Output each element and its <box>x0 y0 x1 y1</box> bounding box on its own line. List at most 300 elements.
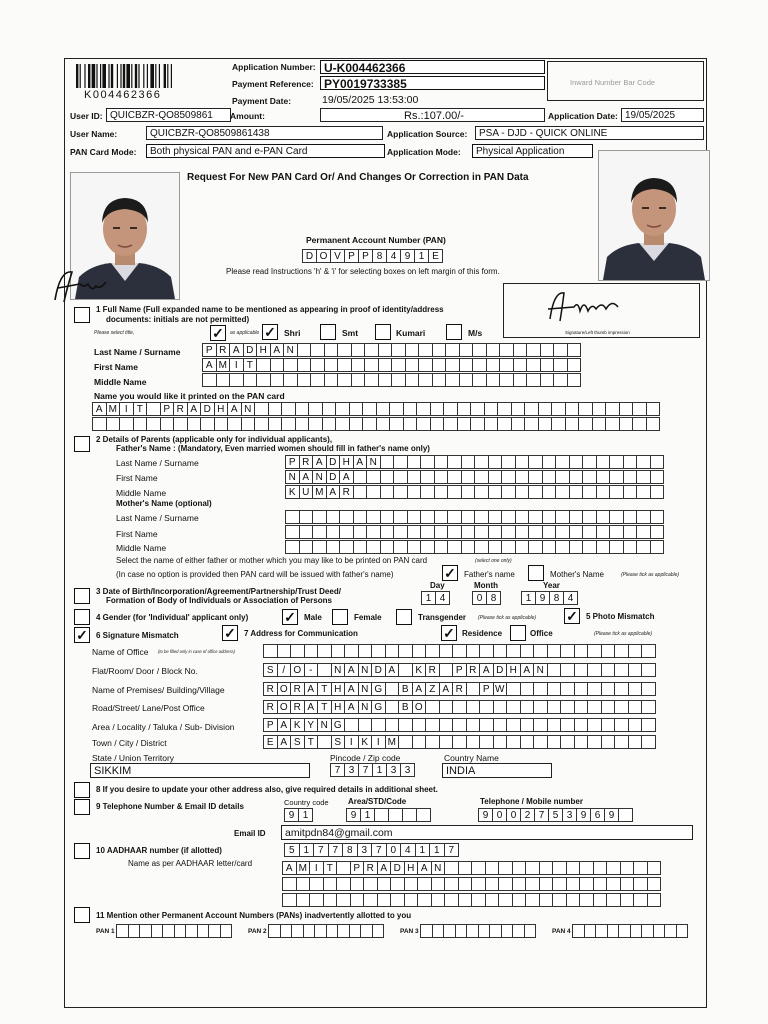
char-cell[interactable] <box>398 735 413 749</box>
char-cell[interactable]: N <box>331 663 346 677</box>
char-cell[interactable] <box>551 417 566 431</box>
char-cell[interactable]: 1 <box>521 591 536 605</box>
char-cell[interactable] <box>434 455 449 469</box>
char-cell[interactable] <box>520 644 535 658</box>
char-cell[interactable] <box>601 700 616 714</box>
char-cell[interactable]: 3 <box>562 808 577 822</box>
section4-checkbox[interactable] <box>74 609 90 625</box>
char-cell[interactable]: N <box>533 663 548 677</box>
char-cell[interactable] <box>431 893 446 907</box>
char-cell[interactable]: H <box>256 343 271 357</box>
char-cell[interactable] <box>587 644 602 658</box>
char-cell[interactable]: 7 <box>328 843 344 857</box>
char-cell[interactable] <box>641 735 656 749</box>
char-cell[interactable] <box>366 470 381 484</box>
char-cell[interactable] <box>309 893 324 907</box>
char-cell[interactable] <box>623 470 638 484</box>
char-cell[interactable] <box>418 343 433 357</box>
char-cell[interactable] <box>420 455 435 469</box>
char-cell[interactable] <box>376 402 391 416</box>
char-cell[interactable] <box>609 510 624 524</box>
char-cell[interactable] <box>528 470 543 484</box>
char-cell[interactable]: H <box>331 682 346 696</box>
char-cell[interactable] <box>385 682 400 696</box>
char-cell[interactable] <box>439 735 454 749</box>
char-cell[interactable] <box>605 402 620 416</box>
char-cell[interactable]: 7 <box>358 763 373 777</box>
char-cell[interactable]: M <box>296 861 311 875</box>
char-cell[interactable] <box>310 343 325 357</box>
char-cell[interactable]: 0 <box>472 591 487 605</box>
char-cell[interactable]: K <box>358 735 373 749</box>
char-cell[interactable] <box>582 470 597 484</box>
char-cell[interactable] <box>582 540 597 554</box>
char-cell[interactable]: A <box>304 700 319 714</box>
title-checkbox-applicable[interactable]: ✓ <box>210 325 226 341</box>
char-cell[interactable] <box>322 417 337 431</box>
char-cell[interactable] <box>106 417 121 431</box>
char-cell[interactable] <box>493 735 508 749</box>
char-cell[interactable] <box>281 402 296 416</box>
char-cell[interactable] <box>391 358 406 372</box>
char-cell[interactable] <box>404 893 419 907</box>
char-cell[interactable] <box>479 644 494 658</box>
char-cell[interactable] <box>614 682 629 696</box>
char-cell[interactable] <box>567 343 582 357</box>
char-cell[interactable]: N <box>431 861 446 875</box>
char-cell[interactable]: T <box>323 861 338 875</box>
char-cell[interactable] <box>547 663 562 677</box>
char-cell[interactable] <box>628 718 643 732</box>
char-cell[interactable]: N <box>358 663 373 677</box>
char-cell[interactable] <box>216 373 231 387</box>
char-cell[interactable] <box>569 540 584 554</box>
char-cell[interactable]: 4 <box>400 843 416 857</box>
char-cell[interactable]: 8 <box>486 591 501 605</box>
char-cell[interactable] <box>538 417 553 431</box>
char-cell[interactable] <box>582 525 597 539</box>
char-cell[interactable] <box>285 510 300 524</box>
char-cell[interactable]: A <box>344 700 359 714</box>
char-cell[interactable] <box>416 808 431 822</box>
char-cell[interactable] <box>405 343 420 357</box>
char-cell[interactable]: B <box>398 700 413 714</box>
char-cell[interactable] <box>566 861 581 875</box>
char-cell[interactable] <box>133 417 148 431</box>
char-cell[interactable] <box>614 644 629 658</box>
char-cell[interactable] <box>353 485 368 499</box>
char-cell[interactable]: 8 <box>372 249 387 263</box>
char-cell[interactable] <box>393 485 408 499</box>
char-cell[interactable]: 9 <box>284 808 299 822</box>
char-cell[interactable] <box>432 358 447 372</box>
char-cell[interactable]: D <box>326 470 341 484</box>
char-cell[interactable] <box>552 877 567 891</box>
char-cell[interactable] <box>552 893 567 907</box>
char-cell[interactable] <box>337 343 352 357</box>
char-cell[interactable] <box>636 470 651 484</box>
char-cell[interactable]: - <box>304 663 319 677</box>
char-cell[interactable]: P <box>202 343 217 357</box>
char-cell[interactable]: 9 <box>400 249 415 263</box>
char-cell[interactable] <box>520 718 535 732</box>
char-cell[interactable] <box>295 417 310 431</box>
char-cell[interactable] <box>317 663 332 677</box>
char-cell[interactable]: H <box>331 700 346 714</box>
char-cell[interactable] <box>146 417 161 431</box>
char-cell[interactable] <box>609 525 624 539</box>
char-cell[interactable]: 3 <box>400 763 415 777</box>
char-cell[interactable] <box>407 455 422 469</box>
char-cell[interactable] <box>457 402 472 416</box>
char-cell[interactable] <box>466 682 481 696</box>
char-cell[interactable] <box>418 373 433 387</box>
char-cell[interactable]: A <box>412 682 427 696</box>
char-cell[interactable] <box>323 877 338 891</box>
char-cell[interactable] <box>474 540 489 554</box>
char-cell[interactable] <box>398 644 413 658</box>
char-cell[interactable] <box>443 417 458 431</box>
char-cell[interactable] <box>488 525 503 539</box>
char-cell[interactable]: A <box>299 470 314 484</box>
char-cell[interactable]: R <box>466 663 481 677</box>
char-cell[interactable] <box>389 417 404 431</box>
char-cell[interactable] <box>353 540 368 554</box>
char-cell[interactable] <box>420 485 435 499</box>
char-cell[interactable]: B <box>398 682 413 696</box>
char-cell[interactable] <box>593 861 608 875</box>
char-cell[interactable] <box>92 417 107 431</box>
char-cell[interactable]: 9 <box>478 808 493 822</box>
char-cell[interactable]: P <box>358 249 373 263</box>
char-cell[interactable] <box>618 808 633 822</box>
char-cell[interactable] <box>641 644 656 658</box>
char-cell[interactable] <box>528 455 543 469</box>
char-cell[interactable] <box>466 644 481 658</box>
char-cell[interactable] <box>542 525 557 539</box>
char-cell[interactable] <box>566 877 581 891</box>
char-cell[interactable] <box>628 735 643 749</box>
char-cell[interactable] <box>542 510 557 524</box>
char-cell[interactable] <box>619 402 634 416</box>
char-cell[interactable] <box>434 470 449 484</box>
char-cell[interactable] <box>461 485 476 499</box>
char-cell[interactable]: T <box>304 735 319 749</box>
char-cell[interactable]: P <box>263 718 278 732</box>
char-cell[interactable] <box>299 510 314 524</box>
char-cell[interactable] <box>471 877 486 891</box>
char-cell[interactable] <box>499 358 514 372</box>
char-cell[interactable]: T <box>317 682 332 696</box>
char-cell[interactable] <box>636 455 651 469</box>
char-cell[interactable]: A <box>270 343 285 357</box>
char-cell[interactable] <box>623 525 638 539</box>
char-cell[interactable]: 0 <box>386 843 402 857</box>
char-cell[interactable] <box>474 485 489 499</box>
char-cell[interactable] <box>393 525 408 539</box>
char-cell[interactable] <box>380 485 395 499</box>
title-checkbox-kumari[interactable] <box>375 324 391 340</box>
char-cell[interactable] <box>587 718 602 732</box>
transgender-checkbox[interactable] <box>396 609 412 625</box>
char-cell[interactable] <box>506 735 521 749</box>
char-cell[interactable] <box>119 417 134 431</box>
char-cell[interactable] <box>486 358 501 372</box>
char-cell[interactable] <box>416 402 431 416</box>
char-cell[interactable] <box>542 485 557 499</box>
char-cell[interactable] <box>533 735 548 749</box>
signature-mismatch-checkbox[interactable]: ✓ <box>74 627 90 643</box>
char-cell[interactable] <box>641 718 656 732</box>
char-cell[interactable] <box>366 510 381 524</box>
char-cell[interactable]: 4 <box>386 249 401 263</box>
char-cell[interactable]: 1 <box>421 591 436 605</box>
char-cell[interactable] <box>567 373 582 387</box>
char-cell[interactable]: P <box>452 663 467 677</box>
char-cell[interactable]: 9 <box>576 808 591 822</box>
char-cell[interactable] <box>358 644 373 658</box>
char-cell[interactable] <box>336 893 351 907</box>
char-cell[interactable] <box>650 470 665 484</box>
char-cell[interactable] <box>146 402 161 416</box>
char-cell[interactable]: O <box>290 663 305 677</box>
char-cell[interactable]: K <box>285 485 300 499</box>
char-cell[interactable]: 8 <box>342 843 358 857</box>
char-cell[interactable] <box>351 343 366 357</box>
char-cell[interactable] <box>542 540 557 554</box>
char-cell[interactable] <box>506 718 521 732</box>
char-cell[interactable] <box>493 700 508 714</box>
char-cell[interactable] <box>432 373 447 387</box>
char-cell[interactable] <box>380 510 395 524</box>
char-cell[interactable] <box>349 417 364 431</box>
char-cell[interactable] <box>620 861 635 875</box>
char-cell[interactable] <box>574 682 589 696</box>
char-cell[interactable] <box>566 893 581 907</box>
char-cell[interactable]: A <box>312 455 327 469</box>
char-cell[interactable] <box>650 540 665 554</box>
char-cell[interactable] <box>202 373 217 387</box>
char-cell[interactable] <box>526 358 541 372</box>
char-cell[interactable] <box>623 485 638 499</box>
char-cell[interactable] <box>326 525 341 539</box>
char-cell[interactable] <box>353 470 368 484</box>
char-cell[interactable]: R <box>290 700 305 714</box>
char-cell[interactable]: I <box>119 402 134 416</box>
char-cell[interactable] <box>499 343 514 357</box>
char-cell[interactable] <box>452 718 467 732</box>
char-cell[interactable] <box>452 644 467 658</box>
char-cell[interactable] <box>447 470 462 484</box>
char-cell[interactable] <box>425 718 440 732</box>
char-cell[interactable]: 9 <box>346 808 361 822</box>
char-cell[interactable]: 4 <box>563 591 578 605</box>
char-cell[interactable] <box>389 402 404 416</box>
char-cell[interactable] <box>569 485 584 499</box>
char-cell[interactable]: A <box>92 402 107 416</box>
char-cell[interactable]: D <box>326 455 341 469</box>
char-cell[interactable] <box>582 455 597 469</box>
char-cell[interactable]: D <box>200 402 215 416</box>
title-checkbox-smt[interactable] <box>320 324 336 340</box>
char-cell[interactable] <box>525 861 540 875</box>
char-cell[interactable] <box>501 470 516 484</box>
char-cell[interactable] <box>501 540 516 554</box>
char-cell[interactable] <box>647 893 662 907</box>
char-cell[interactable] <box>569 455 584 469</box>
char-cell[interactable] <box>578 402 593 416</box>
char-cell[interactable]: R <box>299 455 314 469</box>
char-cell[interactable] <box>547 718 562 732</box>
char-cell[interactable] <box>445 373 460 387</box>
char-cell[interactable] <box>243 373 258 387</box>
char-cell[interactable] <box>605 417 620 431</box>
char-cell[interactable]: R <box>425 663 440 677</box>
char-cell[interactable]: 5 <box>284 843 300 857</box>
char-cell[interactable] <box>593 877 608 891</box>
char-cell[interactable]: A <box>202 358 217 372</box>
char-cell[interactable] <box>636 525 651 539</box>
char-cell[interactable] <box>547 644 562 658</box>
char-cell[interactable] <box>439 718 454 732</box>
title-checkbox-shri[interactable]: ✓ <box>262 324 278 340</box>
char-cell[interactable] <box>555 485 570 499</box>
char-cell[interactable]: M <box>385 735 400 749</box>
char-cell[interactable]: M <box>216 358 231 372</box>
char-cell[interactable] <box>525 877 540 891</box>
char-cell[interactable]: K <box>290 718 305 732</box>
char-cell[interactable] <box>641 682 656 696</box>
photo-mismatch-checkbox[interactable]: ✓ <box>564 608 580 624</box>
fathers-name-checkbox[interactable]: ✓ <box>442 565 458 581</box>
char-cell[interactable] <box>281 417 296 431</box>
char-cell[interactable] <box>358 718 373 732</box>
char-cell[interactable] <box>420 540 435 554</box>
char-cell[interactable] <box>513 358 528 372</box>
char-cell[interactable] <box>578 417 593 431</box>
char-cell[interactable] <box>493 718 508 732</box>
char-cell[interactable] <box>633 893 648 907</box>
char-cell[interactable] <box>447 510 462 524</box>
char-cell[interactable] <box>587 700 602 714</box>
char-cell[interactable] <box>443 402 458 416</box>
char-cell[interactable] <box>474 510 489 524</box>
char-cell[interactable]: A <box>344 682 359 696</box>
char-cell[interactable]: M <box>312 485 327 499</box>
char-cell[interactable] <box>515 510 530 524</box>
char-cell[interactable] <box>398 718 413 732</box>
char-cell[interactable] <box>466 718 481 732</box>
address-comm-checkbox[interactable]: ✓ <box>222 625 238 641</box>
char-cell[interactable] <box>335 402 350 416</box>
char-cell[interactable]: P <box>350 861 365 875</box>
char-cell[interactable] <box>596 455 611 469</box>
char-cell[interactable] <box>628 644 643 658</box>
char-cell[interactable]: 7 <box>444 843 460 857</box>
char-cell[interactable] <box>439 663 454 677</box>
char-cell[interactable] <box>256 358 271 372</box>
char-cell[interactable] <box>385 718 400 732</box>
char-cell[interactable]: A <box>417 861 432 875</box>
char-cell[interactable] <box>596 525 611 539</box>
char-cell[interactable] <box>339 540 354 554</box>
char-cell[interactable] <box>412 735 427 749</box>
char-cell[interactable] <box>538 402 553 416</box>
char-cell[interactable]: 1 <box>372 763 387 777</box>
char-cell[interactable] <box>297 343 312 357</box>
char-cell[interactable] <box>497 417 512 431</box>
char-cell[interactable]: A <box>479 663 494 677</box>
char-cell[interactable] <box>351 373 366 387</box>
char-cell[interactable] <box>277 644 292 658</box>
char-cell[interactable]: 9 <box>604 808 619 822</box>
char-cell[interactable]: D <box>302 249 317 263</box>
char-cell[interactable] <box>416 417 431 431</box>
char-cell[interactable] <box>336 861 351 875</box>
char-cell[interactable] <box>650 510 665 524</box>
char-cell[interactable] <box>380 525 395 539</box>
char-cell[interactable]: / <box>277 663 292 677</box>
char-cell[interactable] <box>614 735 629 749</box>
char-cell[interactable] <box>471 861 486 875</box>
char-cell[interactable]: N <box>241 402 256 416</box>
char-cell[interactable] <box>560 644 575 658</box>
char-cell[interactable]: P <box>285 455 300 469</box>
char-cell[interactable] <box>614 718 629 732</box>
char-cell[interactable]: A <box>229 343 244 357</box>
char-cell[interactable] <box>472 343 487 357</box>
char-cell[interactable] <box>506 700 521 714</box>
char-cell[interactable]: S <box>263 663 278 677</box>
char-cell[interactable] <box>407 540 422 554</box>
char-cell[interactable]: H <box>506 663 521 677</box>
char-cell[interactable] <box>512 877 527 891</box>
char-cell[interactable] <box>461 470 476 484</box>
char-cell[interactable] <box>324 358 339 372</box>
char-cell[interactable] <box>593 893 608 907</box>
char-cell[interactable] <box>524 924 537 938</box>
char-cell[interactable] <box>609 455 624 469</box>
char-cell[interactable] <box>366 540 381 554</box>
char-cell[interactable] <box>647 861 662 875</box>
char-cell[interactable]: W <box>493 682 508 696</box>
char-cell[interactable] <box>439 700 454 714</box>
char-cell[interactable] <box>485 861 500 875</box>
char-cell[interactable] <box>539 861 554 875</box>
char-cell[interactable] <box>506 644 521 658</box>
char-cell[interactable]: G <box>331 718 346 732</box>
char-cell[interactable]: R <box>216 343 231 357</box>
char-cell[interactable] <box>650 525 665 539</box>
char-cell[interactable] <box>501 510 516 524</box>
char-cell[interactable]: A <box>520 663 535 677</box>
char-cell[interactable]: 8 <box>549 591 564 605</box>
char-cell[interactable]: D <box>371 663 386 677</box>
char-cell[interactable] <box>425 644 440 658</box>
char-cell[interactable] <box>241 417 256 431</box>
char-cell[interactable] <box>366 525 381 539</box>
char-cell[interactable] <box>371 644 386 658</box>
char-cell[interactable]: 0 <box>492 808 507 822</box>
char-cell[interactable] <box>447 485 462 499</box>
char-cell[interactable] <box>587 663 602 677</box>
char-cell[interactable] <box>484 402 499 416</box>
char-cell[interactable] <box>187 417 202 431</box>
char-cell[interactable] <box>385 644 400 658</box>
char-cell[interactable] <box>499 373 514 387</box>
char-cell[interactable] <box>254 402 269 416</box>
char-cell[interactable] <box>393 540 408 554</box>
